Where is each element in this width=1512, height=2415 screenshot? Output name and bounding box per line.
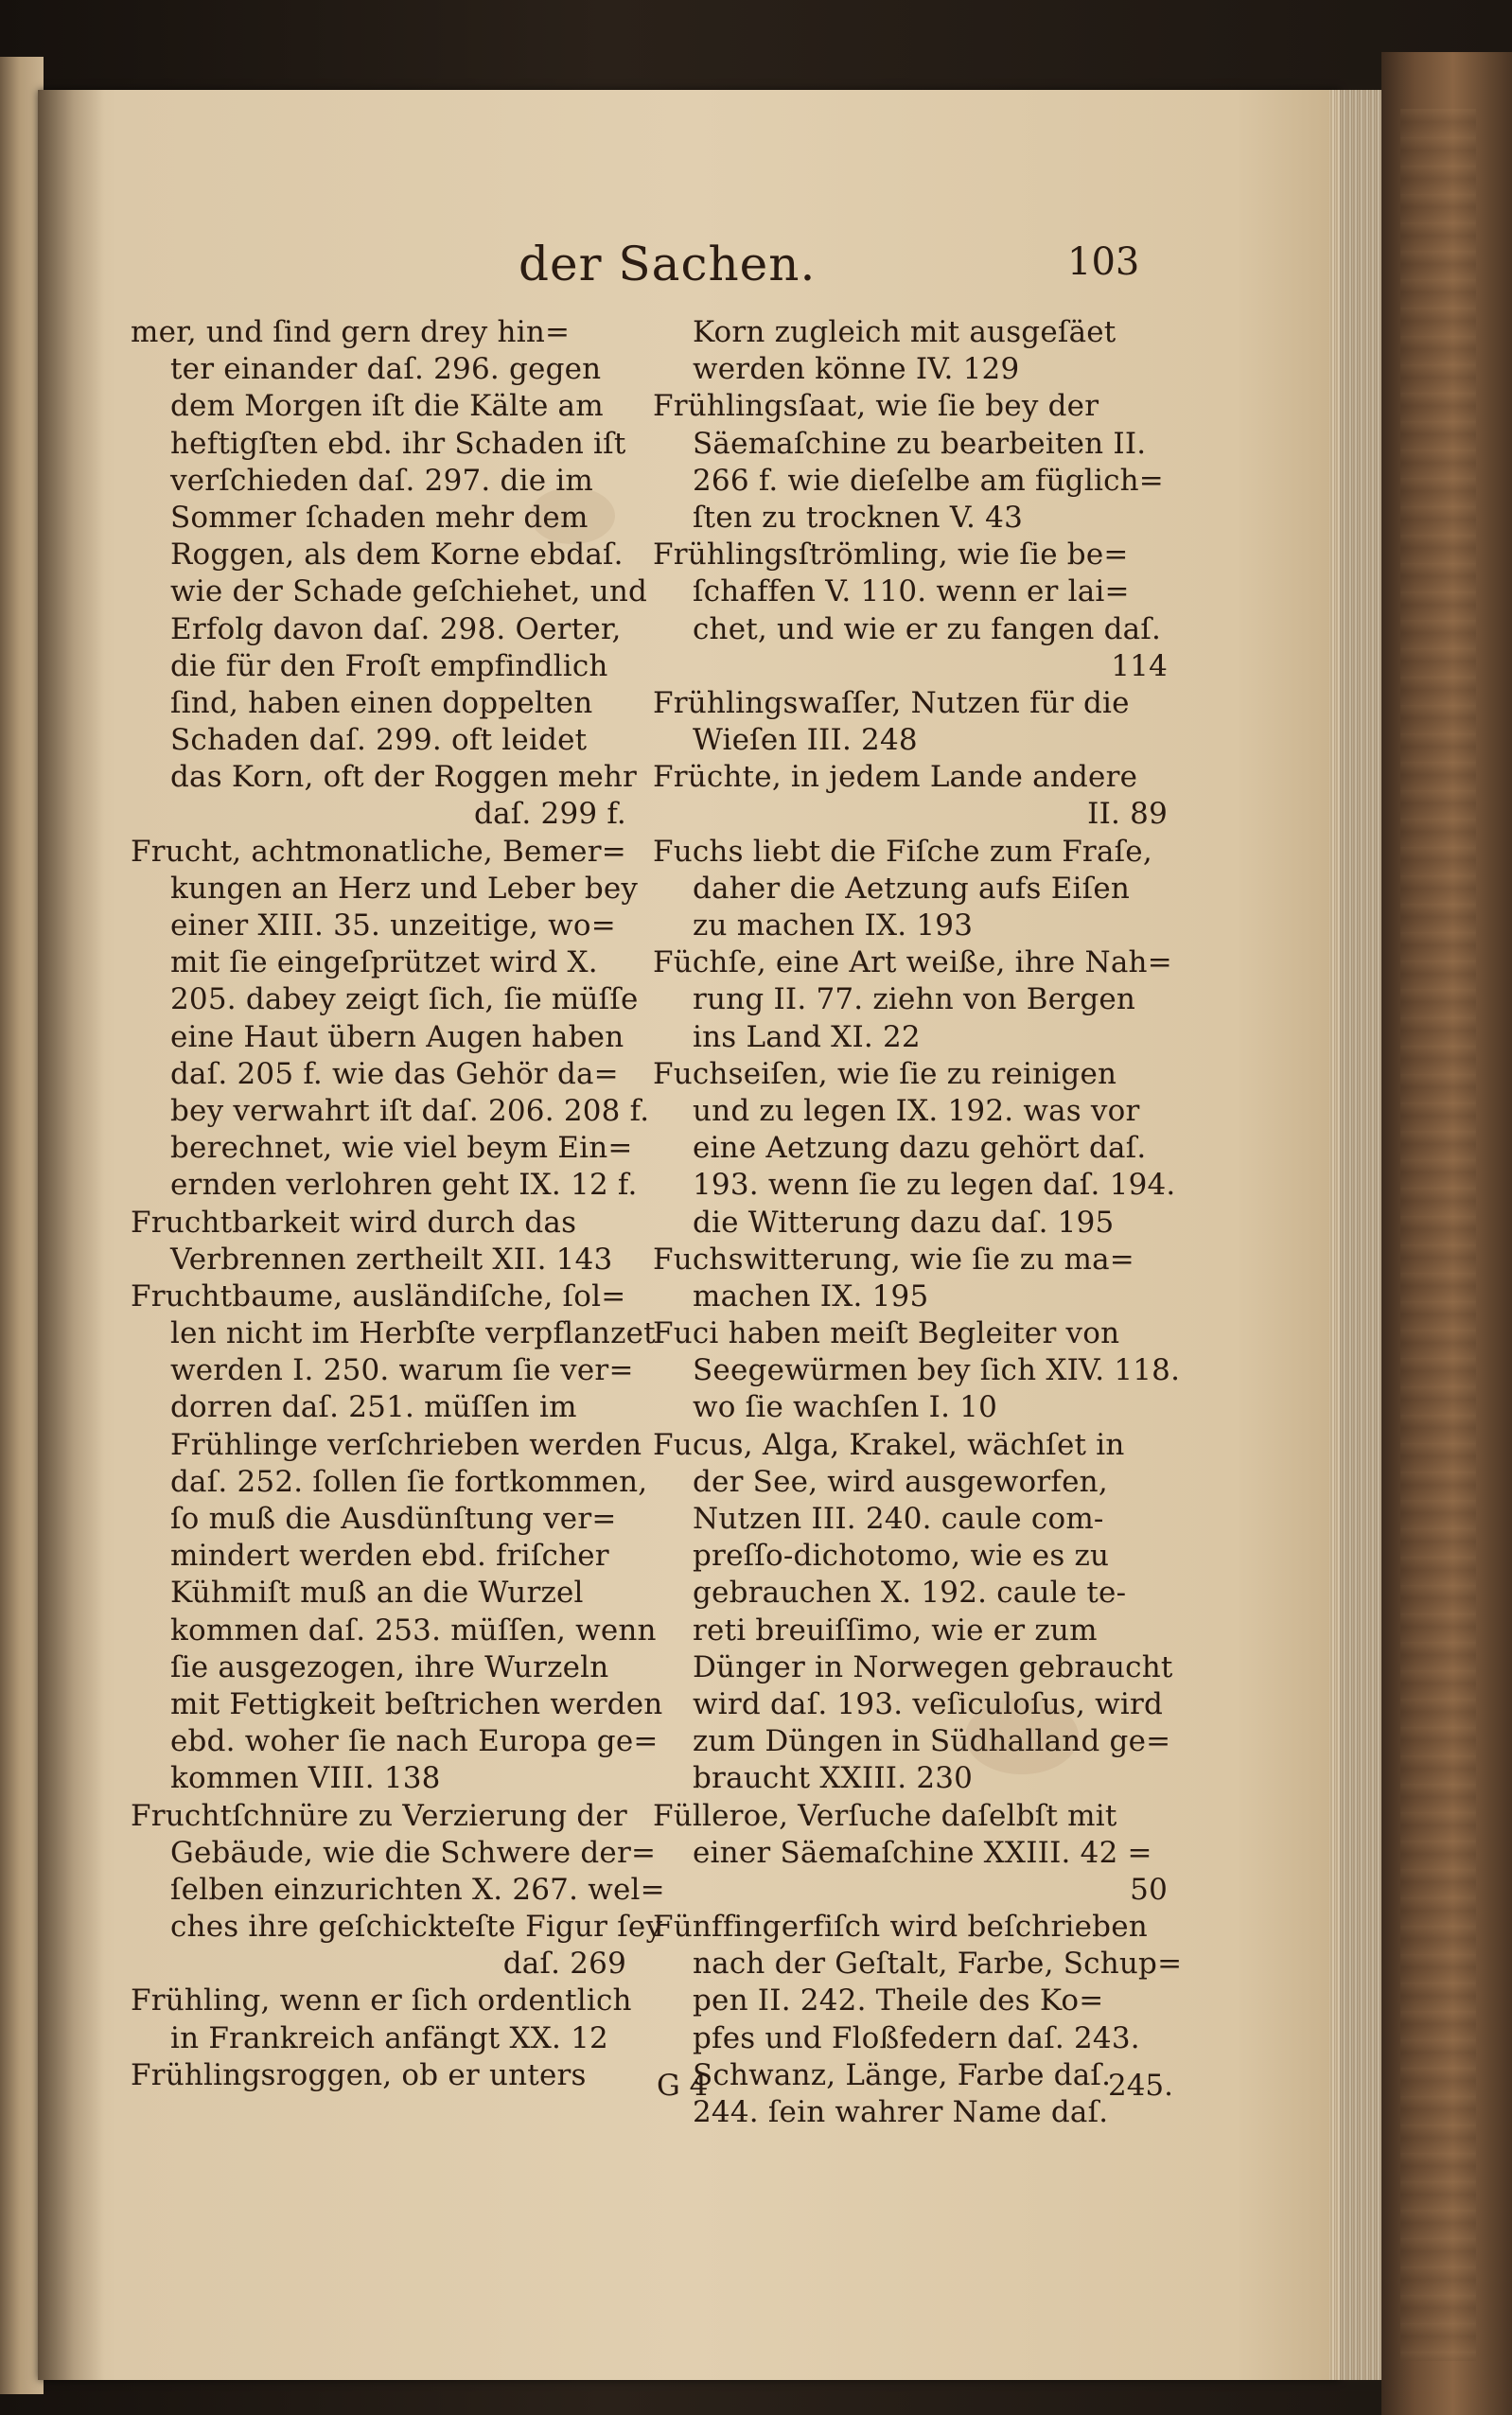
- index-line: rung II. 77. ziehn von Bergen: [693, 982, 1136, 1017]
- running-title: der Sachen.: [519, 237, 817, 291]
- index-line: einer Säemaſchine XXIII. 42 =: [693, 1835, 1152, 1870]
- index-entry-head: Fuchseiſen, wie ſie zu reinigen: [653, 1056, 1117, 1091]
- index-line: ſten zu trocknen V. 43: [693, 500, 1023, 535]
- index-line: zum Düngen in Südhalland ge=: [693, 1724, 1171, 1759]
- index-entry-head: Fucus, Alga, Krakel, wächſet in: [653, 1427, 1125, 1462]
- index-line: die Witterung dazu daſ. 195: [693, 1205, 1115, 1240]
- index-line: in Frankreich anfängt XX. 12: [170, 2020, 608, 2055]
- index-line: zu machen IX. 193: [693, 908, 974, 943]
- index-line: kommen daſ. 253. müſſen, wenn: [170, 1613, 657, 1648]
- page-footer: [657, 2069, 1173, 2107]
- index-line: einer XIII. 35. unzeitige, wo=: [170, 908, 616, 943]
- index-line: pfes und Floßfedern daſ. 243.: [693, 2020, 1140, 2055]
- index-line: len nicht im Herbſte verpflanzet: [170, 1316, 656, 1351]
- index-line: wird daſ. 193. veſiculoſus, wird: [693, 1686, 1164, 1721]
- index-line: daſ. 299 f.: [474, 797, 626, 832]
- index-entry-head: Fuchswitterung, wie ſie zu ma=: [653, 1242, 1134, 1277]
- index-line: preſſo-dichotomo, wie es zu: [693, 1539, 1110, 1574]
- index-line: machen IX. 195: [693, 1278, 929, 1313]
- running-head: [0, 237, 1512, 303]
- index-line: die für den Froſt empfindlich: [170, 648, 608, 683]
- index-line: ſind, haben einen doppelten: [170, 685, 593, 720]
- index-entry-head: Frühling, wenn er ſich ordentlich: [131, 1983, 632, 2018]
- index-line: Dünger in Norwegen gebraucht: [693, 1649, 1173, 1684]
- index-entry-head: Frühlingsroggen, ob er unters: [131, 2057, 587, 2092]
- index-line: mer, und ſind gern drey hin=: [131, 315, 571, 349]
- index-line: werden I. 250. warum ſie ver=: [170, 1353, 634, 1388]
- index-line: das Korn, oft der Roggen mehr: [170, 760, 638, 795]
- index-line: werden könne IV. 129: [693, 352, 1020, 387]
- index-line: eine Haut übern Augen haben: [170, 1019, 624, 1054]
- book-cover-edge: [1381, 52, 1512, 2415]
- index-line: 266 f. wie dieſelbe am füglich=: [693, 463, 1164, 498]
- index-line: II. 89: [1087, 797, 1168, 832]
- index-line: nach der Geſtalt, Farbe, Schup=: [693, 1947, 1183, 1982]
- index-line: Gebäude, wie die Schwere der=: [170, 1835, 657, 1870]
- index-line: gebrauchen X. 192. caule te-: [693, 1576, 1127, 1611]
- index-line: ſo muß die Ausdünſtung ver=: [170, 1502, 617, 1536]
- index-entry-head: Füchſe, eine Art weiße, ihre Nah=: [653, 945, 1172, 980]
- index-line: Schaden daſ. 299. oft leidet: [170, 723, 588, 758]
- index-line: Säemaſchine zu bearbeiten II.: [693, 426, 1147, 461]
- index-line: Wieſen III. 248: [693, 723, 918, 758]
- index-line: ter einander daſ. 296. gegen: [170, 352, 602, 387]
- index-line: heftigſten ebd. ihr Schaden iſt: [170, 426, 626, 461]
- index-entry-head: Frühlingsſtrömling, wie ſie be=: [653, 538, 1129, 573]
- gutter-shadow: [38, 90, 104, 2380]
- index-entry-head: Fruchtbarkeit wird durch das: [131, 1205, 577, 1240]
- index-line: eine Aetzung dazu gehört daſ.: [693, 1131, 1147, 1166]
- index-column-left: [131, 314, 665, 2094]
- index-line: dem Morgen iſt die Kälte am: [170, 389, 604, 424]
- index-line: kungen an Herz und Leber bey: [170, 871, 639, 906]
- catchword: 245.: [1107, 2069, 1173, 2103]
- index-line: ebd. woher ſie nach Europa ge=: [170, 1724, 659, 1759]
- index-line: Sommer ſchaden mehr dem: [170, 500, 589, 535]
- index-line: wo ſie wachſen I. 10: [693, 1390, 998, 1425]
- index-entry-head: Fülleroe, Verſuche daſelbſt mit: [653, 1798, 1117, 1833]
- index-line: braucht XXIII. 230: [693, 1761, 974, 1796]
- index-line: Erfolg davon daſ. 298. Oerter,: [170, 611, 622, 646]
- index-line: ches ihre geſchickteſte Figur ſey: [170, 1910, 663, 1945]
- index-line: kommen VIII. 138: [170, 1761, 441, 1796]
- index-line: Schwanz, Länge, Farbe daſ.: [693, 2057, 1112, 2092]
- index-line: und zu legen IX. 192. was vor: [693, 1093, 1140, 1128]
- index-entry-head: Frühlingswaſſer, Nutzen für die: [653, 685, 1130, 720]
- index-line: 193. wenn ſie zu legen daſ. 194.: [693, 1168, 1176, 1203]
- index-entry-head: Fruchtſchnüre zu Verzierung der: [131, 1798, 627, 1833]
- index-entry-head: Fünffingerfiſch wird beſchrieben: [653, 1910, 1148, 1945]
- index-line: ins Land XI. 22: [693, 1019, 921, 1054]
- index-entry-head: Frühlingsſaat, wie ſie bey der: [653, 389, 1099, 424]
- signature-mark: G 4: [657, 2069, 709, 2103]
- index-line: dorren daſ. 251. müſſen im: [170, 1390, 577, 1425]
- index-line: mindert werden ebd. friſcher: [170, 1539, 609, 1574]
- index-entry-head: Früchte, in jedem Lande andere: [653, 760, 1138, 795]
- index-entry-head: Fruchtbaume, ausländiſche, ſol=: [131, 1278, 626, 1313]
- index-line: 114: [1111, 648, 1168, 683]
- index-line: pen II. 242. Theile des Ko=: [693, 1983, 1104, 2018]
- index-line: mit ſie eingeſprützet wird X.: [170, 945, 598, 980]
- index-line: Roggen, als dem Korne ebdaſ.: [170, 538, 624, 573]
- page-number: 103: [1067, 240, 1140, 284]
- index-line: 50: [1130, 1872, 1168, 1907]
- page-edges: [1329, 90, 1386, 2380]
- index-line: chet, und wie er zu fangen daſ.: [693, 611, 1162, 646]
- index-line: daher die Aetzung aufs Eiſen: [693, 871, 1131, 906]
- index-line: daſ. 205 f. wie das Gehör da=: [170, 1056, 619, 1091]
- index-line: ſie ausgezogen, ihre Wurzeln: [170, 1649, 609, 1684]
- index-line: bey verwahrt iſt daſ. 206. 208 f.: [170, 1093, 650, 1128]
- index-line: berechnet, wie viel beym Ein=: [170, 1131, 633, 1166]
- index-line: Nutzen III. 240. caule com-: [693, 1502, 1104, 1536]
- index-line: 205. dabey zeigt ſich, ſie müſſe: [170, 982, 639, 1017]
- index-line: ſelben einzurichten X. 267. wel=: [170, 1872, 665, 1907]
- index-line: Korn zugleich mit ausgeſäet: [693, 315, 1116, 349]
- index-line: Verbrennen zertheilt XII. 143: [170, 1242, 613, 1277]
- index-line: Frühlinge verſchrieben werden: [170, 1427, 642, 1462]
- index-line: daſ. 269: [502, 1947, 626, 1982]
- index-column-right: [653, 314, 1183, 2131]
- index-entry-head: Fuci haben meiſt Begleiter von: [653, 1316, 1120, 1351]
- index-line: wie der Schade geſchiehet, und: [170, 574, 648, 609]
- index-line: 244. ſein wahrer Name daſ.: [693, 2095, 1109, 2129]
- index-line: ernden verlohren geht IX. 12 f.: [170, 1168, 638, 1203]
- index-line: Seegewürmen bey ſich XIV. 118.: [693, 1353, 1181, 1388]
- index-line: daſ. 252. ſollen ſie fortkommen,: [170, 1464, 648, 1499]
- index-line: Kühmiſt muß an die Wurzel: [170, 1576, 584, 1611]
- index-line: mit Fettigkeit beſtrichen werden: [170, 1686, 663, 1721]
- index-entry-head: Fuchs liebt die Fiſche zum Fraſe,: [653, 834, 1152, 869]
- index-line: verſchieden daſ. 297. die im: [170, 463, 594, 498]
- index-line: ſchaffen V. 110. wenn er lai=: [693, 574, 1130, 609]
- index-entry-head: Frucht, achtmonatliche, Bemer=: [131, 834, 626, 869]
- index-line: der See, wird ausgeworfen,: [693, 1464, 1108, 1499]
- index-line: reti breuiſſimo, wie er zum: [693, 1613, 1098, 1648]
